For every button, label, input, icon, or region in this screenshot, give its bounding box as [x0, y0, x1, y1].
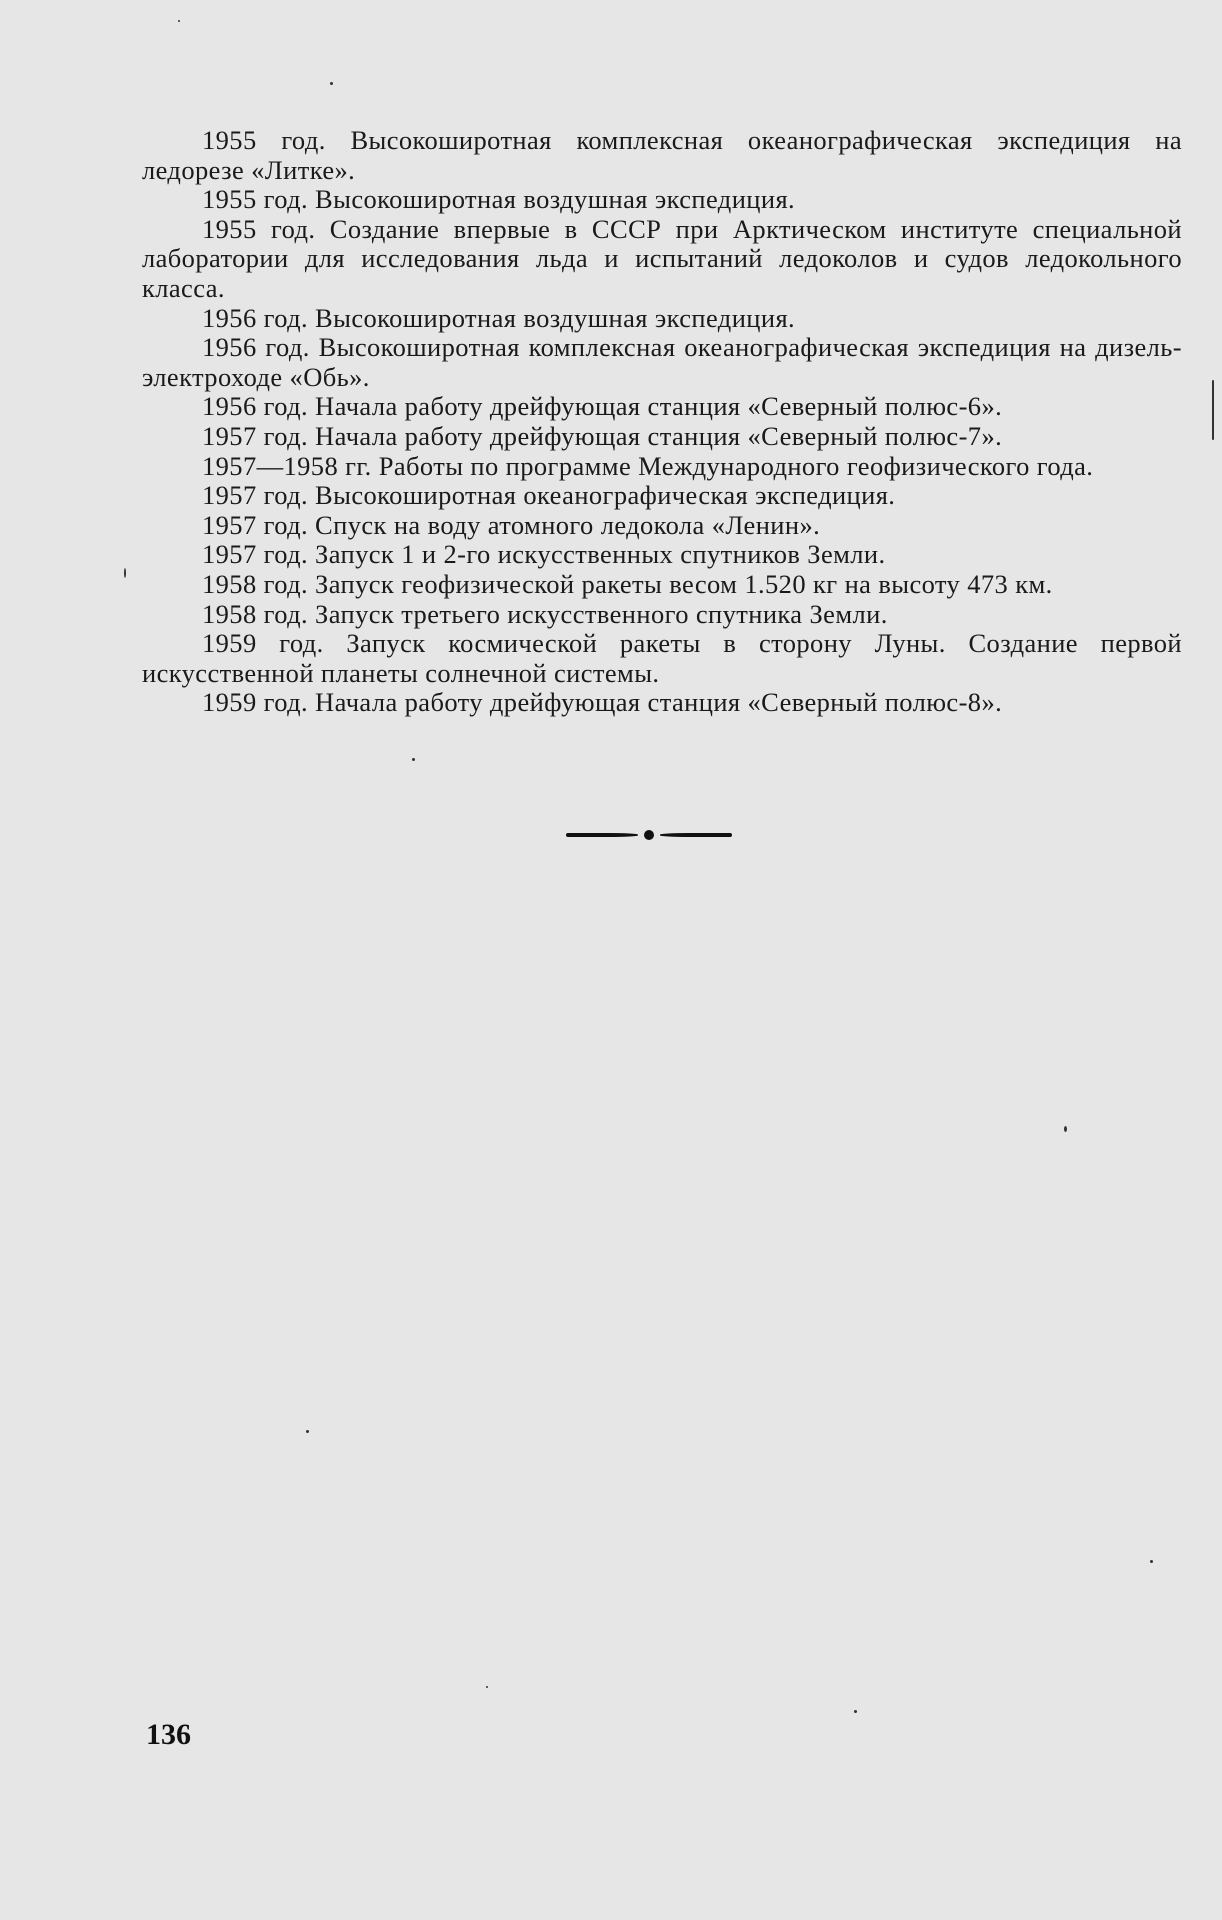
scan-speck — [486, 1686, 488, 1688]
chronology-list — [142, 126, 1182, 718]
chronology-entry: 1957 год. Начала работу дрейфующая станция «Северный полюс-7». — [202, 420, 1003, 451]
ornament-left-rule — [566, 833, 638, 837]
chronology-entry: 1959 год. Начала работу дрейфующая станция «Северный полюс-8». — [202, 687, 1003, 718]
chronology-entry: 1958 год. Запуск третьего искусственного спутника Земли. — [202, 598, 888, 629]
chronology-entry: 1957 год. Запуск 1 и 2-го искусственных спутников Земли. — [202, 539, 886, 570]
chronology-entry: 1957—1958 гг. Работы по программе Международного геофизического года. — [202, 450, 1094, 481]
scan-speck — [1150, 1560, 1153, 1563]
chronology-entry: 1955 год. Высокоширотная воздушная экспедиция. — [202, 184, 796, 215]
scan-speck — [854, 1710, 857, 1713]
scan-speck — [412, 758, 415, 761]
scan-speck — [330, 82, 333, 85]
ornament-center-dot — [644, 830, 654, 840]
scan-speck — [124, 568, 126, 578]
page-number: 136 — [146, 1718, 191, 1751]
scan-speck — [1212, 380, 1214, 440]
scan-speck — [306, 1430, 309, 1433]
chronology-entry: 1958 год. Запуск геофизической ракеты весом 1.520 кг на высоту 473 км. — [202, 568, 1053, 599]
chronology-entry: 1955 год. Создание впервые в СССР при Арктическом институте специальной лаборатории для исследования льда и испытаний ледоколов и судов ледокольного класса. — [142, 213, 1182, 303]
chronology-entry: 1956 год. Высокоширотная воздушная экспедиция. — [202, 302, 796, 333]
section-end-ornament — [566, 827, 734, 843]
chronology-entry: 1956 год. Высокоширотная комплексная океанографическая экспедиция на дизель-электроходе «Обь». — [142, 332, 1182, 392]
scan-speck — [178, 20, 180, 22]
chronology-entry: 1957 год. Спуск на воду атомного ледокола «Ленин». — [202, 509, 821, 540]
ornament-right-rule — [660, 833, 732, 837]
scan-speck — [1064, 1126, 1067, 1132]
chronology-entry: 1959 год. Запуск космической ракеты в сторону Луны. Создание первой искусственной планеты солнечной системы. — [142, 628, 1182, 688]
chronology-entry: 1957 год. Высокоширотная океанографическая экспедиция. — [202, 480, 896, 511]
chronology-entry: 1955 год. Высокоширотная комплексная океанографическая экспедиция на ледорезе «Литке». — [142, 125, 1182, 185]
chronology-entry: 1956 год. Начала работу дрейфующая станция «Северный полюс-6». — [202, 391, 1003, 422]
